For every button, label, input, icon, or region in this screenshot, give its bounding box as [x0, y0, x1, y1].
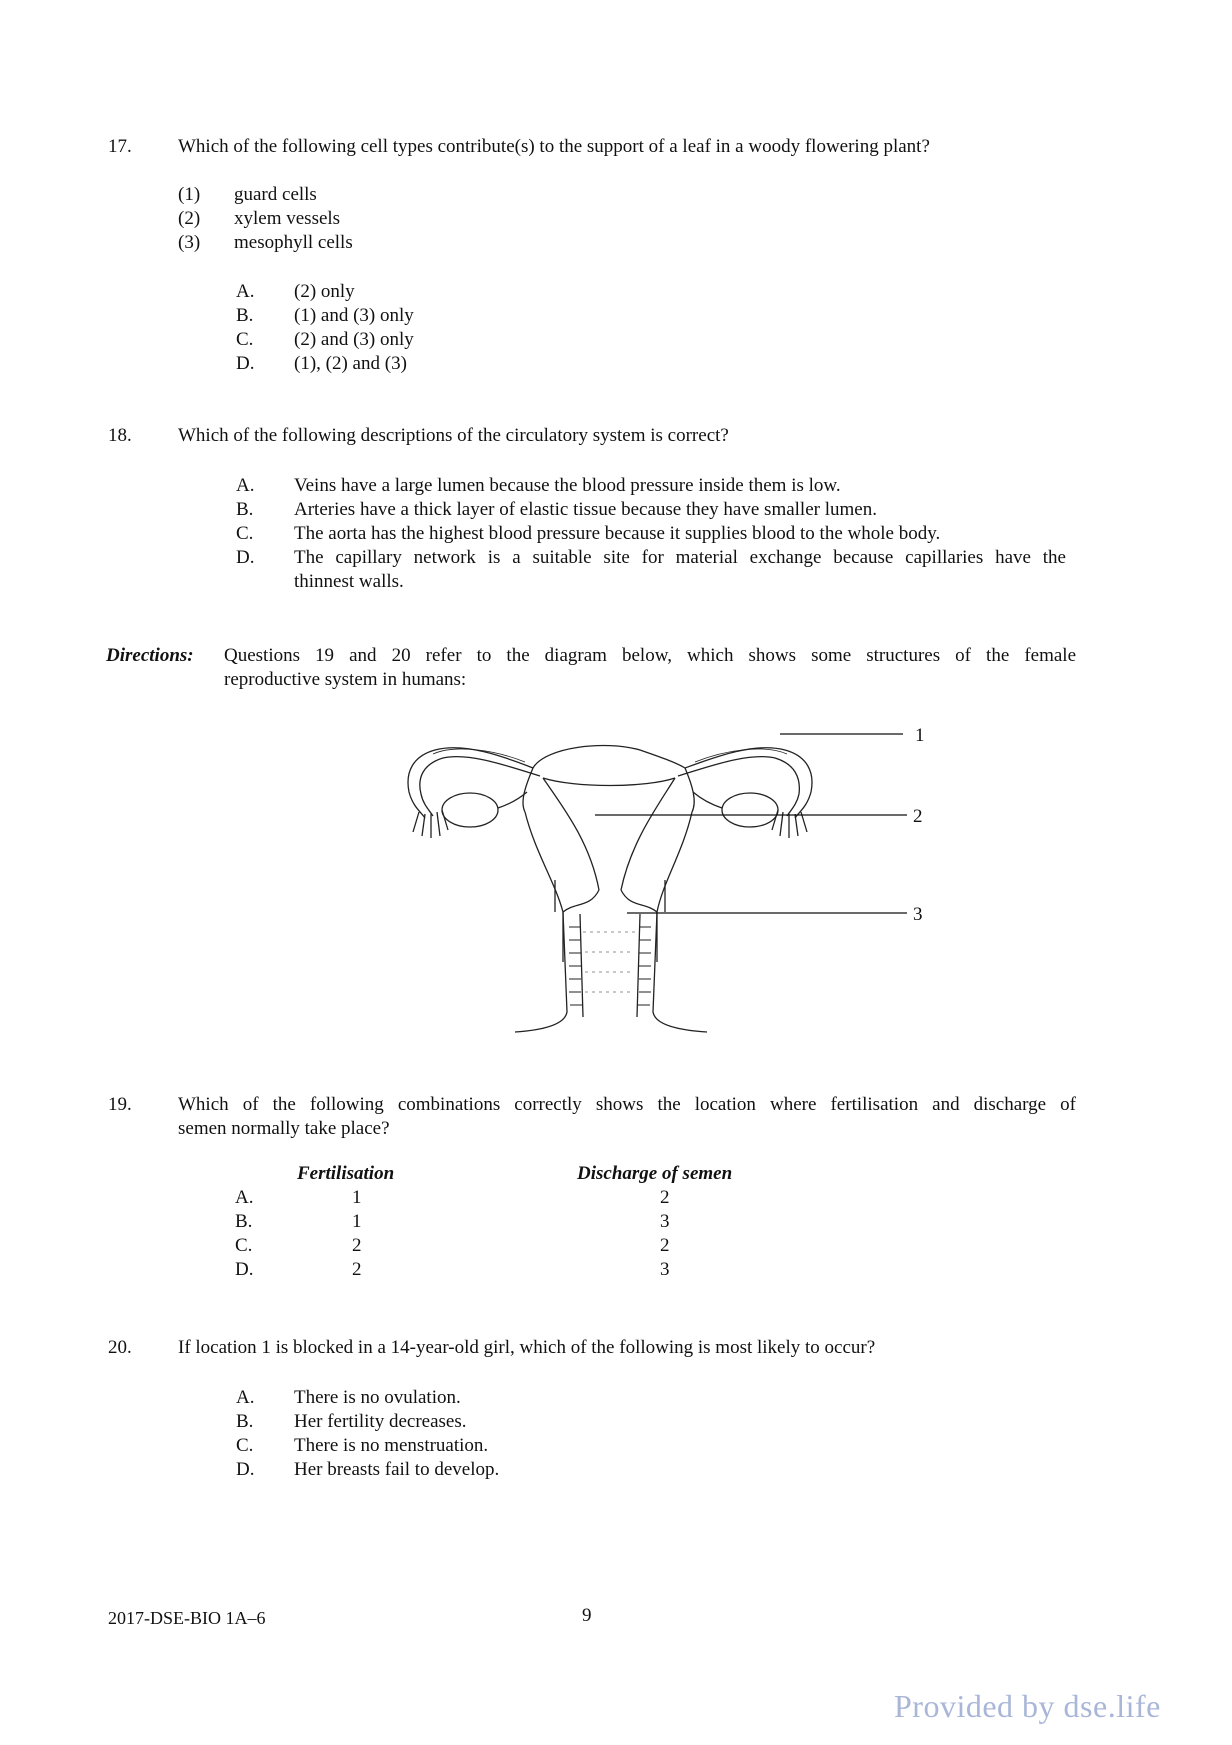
question-20-text: If location 1 is blocked in a 14-year-old girl, which of the following is most likely to occur?: [178, 1337, 876, 1358]
option-letter: C.: [236, 523, 254, 544]
option-letter: D.: [236, 353, 255, 374]
option-text: (2) only: [294, 281, 355, 302]
col-header-discharge: Discharge of semen: [577, 1163, 733, 1184]
option-letter: B.: [236, 1411, 254, 1432]
option-letter: B.: [236, 499, 254, 520]
row-letter: B.: [235, 1211, 253, 1232]
statement-text: guard cells: [234, 184, 317, 205]
question-19-number: 19.: [108, 1094, 132, 1115]
row-discharge: 2: [660, 1235, 670, 1256]
row-letter: D.: [235, 1259, 254, 1280]
row-fertilisation: 1: [352, 1187, 362, 1208]
paper-code: 2017-DSE-BIO 1A–6: [108, 1608, 266, 1628]
q17-option-d: [236, 352, 636, 376]
option-letter: A.: [236, 1387, 255, 1408]
directions-text-line1: Questions 19 and 20 refer to the diagram below, which shows some structures of the female: [224, 645, 1076, 666]
q18-option-c: [236, 522, 1076, 546]
directions-text-line2: reproductive system in humans:: [224, 669, 467, 690]
statement-number: (2): [178, 208, 201, 229]
q20-option-d: [236, 1458, 736, 1482]
statement-2: [178, 207, 578, 231]
row-discharge: 3: [660, 1259, 670, 1280]
option-text: Veins have a large lumen because the blood pressure inside them is low.: [294, 475, 841, 496]
row-discharge: 3: [660, 1211, 670, 1232]
question-17-text: Which of the following cell types contribute(s) to the support of a leaf in a woody flowering plant?: [178, 136, 930, 157]
statement-number: (3): [178, 232, 201, 253]
question-18-number: 18.: [108, 425, 132, 446]
question-19-text-line2: semen normally take place?: [178, 1118, 390, 1139]
question-17-number: 17.: [108, 136, 132, 157]
question-20-number: 20.: [108, 1337, 132, 1358]
option-text: The aorta has the highest blood pressure because it supplies blood to the whole body.: [294, 523, 941, 544]
option-text: (1) and (3) only: [294, 305, 414, 326]
q20-option-b: [236, 1410, 736, 1434]
q17-option-a: [236, 280, 636, 304]
q20-option-c: [236, 1434, 736, 1458]
diagram-label-3: 3: [913, 904, 923, 925]
option-letter: A.: [236, 475, 255, 496]
question-19-text-line1: Which of the following combinations correctly shows the location where fertilisation and discharge of: [178, 1094, 1076, 1115]
col-header-fertilisation: Fertilisation: [297, 1163, 395, 1184]
row-fertilisation: 2: [352, 1235, 362, 1256]
option-text: Arteries have a thick layer of elastic tissue because they have smaller lumen.: [294, 499, 877, 520]
statement-text: xylem vessels: [234, 208, 341, 229]
option-text: The capillary network is a suitable site for material exchange because capillaries have the: [294, 547, 1066, 568]
option-text: (1), (2) and (3): [294, 353, 407, 374]
option-letter: C.: [236, 329, 254, 350]
option-text: Her fertility decreases.: [294, 1411, 467, 1432]
q17-option-b: [236, 304, 636, 328]
option-text: Her breasts fail to develop.: [294, 1459, 500, 1480]
page-number: 9: [582, 1605, 592, 1626]
diagram-label-1: 1: [915, 725, 925, 746]
option-text: (2) and (3) only: [294, 329, 414, 350]
q18-option-d: [236, 546, 1076, 594]
row-letter: C.: [235, 1235, 253, 1256]
statement-number: (1): [178, 184, 201, 205]
statement-text: mesophyll cells: [234, 232, 353, 253]
option-text: There is no ovulation.: [294, 1387, 461, 1408]
q20-option-a: [236, 1386, 736, 1410]
q18-option-b: [236, 498, 1076, 522]
row-fertilisation: 2: [352, 1259, 362, 1280]
row-fertilisation: 1: [352, 1211, 362, 1232]
option-letter: D.: [236, 547, 255, 568]
row-discharge: 2: [660, 1187, 670, 1208]
q17-option-c: [236, 328, 636, 352]
diagram-label-2: 2: [913, 806, 923, 827]
option-letter: C.: [236, 1435, 254, 1456]
directions-label: Directions:: [106, 645, 194, 666]
option-letter: D.: [236, 1459, 255, 1480]
statement-1: [178, 183, 578, 207]
option-letter: A.: [236, 281, 255, 302]
female-reproductive-system-diagram: [395, 712, 955, 1042]
q18-option-a: [236, 474, 1076, 498]
option-text-continued: thinnest walls.: [294, 571, 404, 592]
question-18-text: Which of the following descriptions of the circulatory system is correct?: [178, 425, 729, 446]
row-letter: A.: [235, 1187, 254, 1208]
option-letter: B.: [236, 305, 254, 326]
option-text: There is no menstruation.: [294, 1435, 489, 1456]
watermark: Provided by dse.life: [894, 1688, 1161, 1724]
statement-3: [178, 231, 578, 255]
